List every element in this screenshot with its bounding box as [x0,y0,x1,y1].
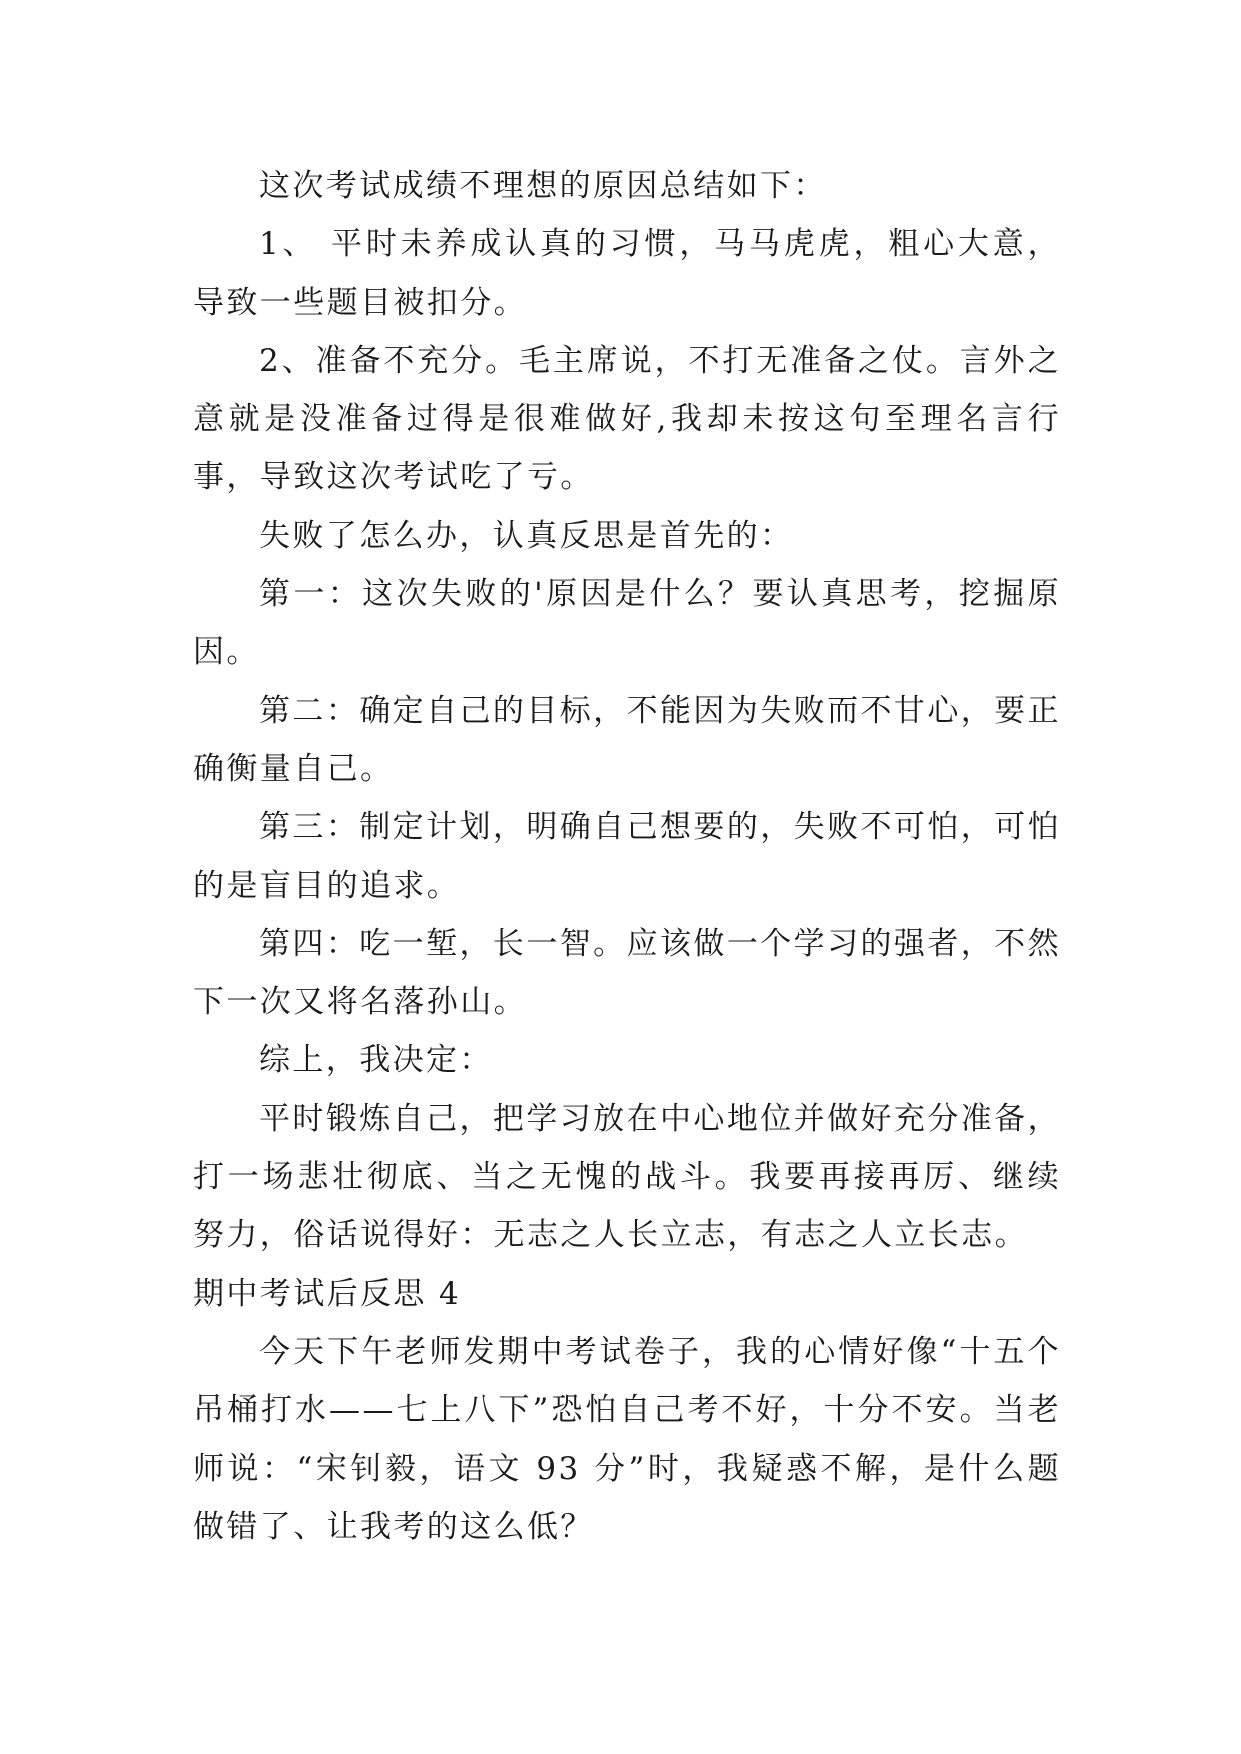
paragraph-section-4-body: 今天下午老师发期中考试卷子，我的心情好像“十五个吊桶打水——七上八下”恐怕自己考不好，十分不安。当老师说：“宋钊毅，语文 93 分”时，我疑惑不解，是什么题做错了、让我考的这么低？ [193,1333,1061,1545]
paragraph-point-4: 第四：吃一堑，长一智。应该做一个学习的强者，不然下一次又将名落孙山。 [193,925,1061,1021]
paragraph-reflection-intro: 失败了怎么办，认真反思是首先的： [259,517,794,554]
paragraph-point-3: 第三：制定计划，明确自己想要的，失败不可怕，可怕的是盲目的追求。 [193,809,1061,904]
paragraph-reason-1: 1、 平时未养成认真的习惯，马马虎虎，粗心大意，导致一些题目被扣分。 [193,226,1061,321]
paragraph-point-2: 第二：确定自己的目标，不能因为失败而不甘心，要正确衡量自己。 [193,692,1061,787]
paragraph-reason-2: 2、准备不充分。毛主席说，不打无准备之仗。言外之意就是没准备过得是很难做好,我却未按这句至理名言行事，导致这次考试吃了亏。 [193,342,1061,496]
paragraph-decision: 平时锻炼自己，把学习放在中心地位并做好充分准备，打一场悲壮彻底、当之无愧的战斗。我要再接再厉、继续努力，俗话说得好：无志之人长立志，有志之人立长志。 [193,1100,1061,1254]
paragraph-reasons-intro: 这次考试成绩不理想的原因总结如下： [259,168,827,204]
document-body [193,157,1061,1556]
section-heading: 期中考试后反思 4 [193,1275,462,1312]
paragraph-decision-intro: 综上，我决定： [259,1042,493,1079]
paragraph-point-1: 第一：这次失败的'原因是什么？要认真思考，挖掘原因。 [193,576,1061,671]
